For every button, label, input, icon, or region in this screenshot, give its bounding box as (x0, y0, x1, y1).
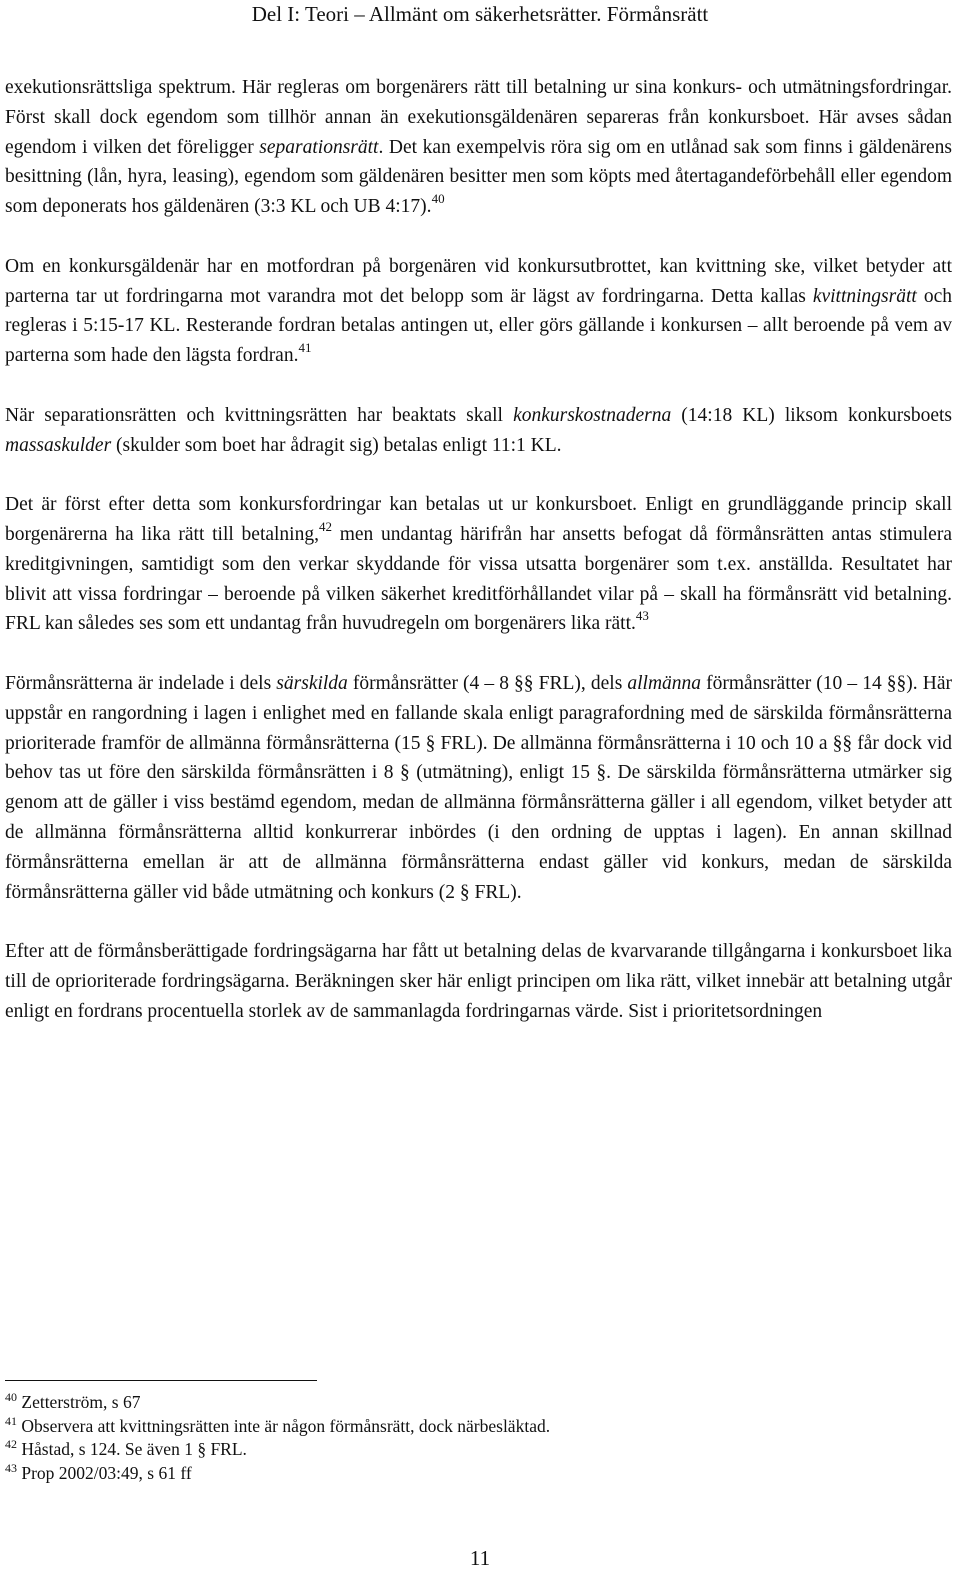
footnote-43 (5, 1462, 945, 1486)
footnote-text: Zetterström, s 67 (21, 1392, 141, 1412)
text-segment: förmånsrätter (10 – 14 §§). Här uppstår en rangordning i lagen i enlighet med en fallande skala enligt paragrafordning med de särskilda förmånsrätterna prioriterade framför de allmänna förmånsrätterna (15 § FRL). De allmänna förmånsrätterna i 10 och 10 a §§ får dock vid behov tas ut före den särskilda förmånsrätten i 8 § (utmätning), enligt 15 §. De särskilda förmånsrätterna utmärker sig genom att de gäller i viss bestämd egendom, medan de allmänna förmånsrätterna gäller i all egendom, vilket betyder att de allmänna förmånsrätterna alltid konkurrerar inbördes (i den ordning de upptas i lagen). En annan skillnad förmånsrätterna emellan är att de allmänna förmånsrätterna endast gäller vid konkurs, medan de särskilda förmånsrätterna gäller vid både utmätning och konkurs (2 § FRL). (5, 672, 952, 903)
paragraph-konkursfordringar (5, 490, 952, 639)
text-segment: (14:18 KL) liksom konkursboets (671, 404, 953, 426)
text-segment: (skulder som boet har ådragit sig) betalas enligt 11:1 KL. (111, 434, 562, 456)
paragraph-separationsratt (5, 73, 952, 222)
italic-term-separationsratt: separationsrätt (259, 136, 379, 158)
text-segment: förmånsrätter (4 – 8 §§ FRL), dels (347, 672, 628, 694)
paragraph-kvittningsratt (5, 252, 952, 371)
italic-term-massaskulder: massaskulder (5, 434, 112, 456)
italic-term-sarskilda: särskilda (276, 672, 348, 694)
italic-term-konkurskostnaderna: konkurskostnaderna (513, 404, 672, 426)
footnote-divider (5, 1380, 317, 1381)
footnote-number: 41 (5, 1413, 17, 1428)
paragraph-formansratter (5, 669, 952, 907)
footnote-number: 40 (5, 1390, 17, 1404)
footnote-text: Observera att kvittningsrätten inte är någon förmånsrätt, dock närbesläktad. (21, 1415, 551, 1436)
footnote-text: Prop 2002/03:49, s 61 ff (21, 1462, 192, 1483)
text-segment: När separationsrätten och kvittningsrätten har beaktats skall (5, 404, 514, 426)
footnote-41 (5, 1415, 945, 1439)
page-number: 11 (469, 1546, 491, 1570)
page-header: Del I: Teori – Allmänt om säkerhetsrätter. Förmånsrätt (251, 2, 709, 26)
text-segment: men undantag härifrån har ansetts befogat då förmånsrätten antas stimulera kreditgivningen, samtidigt som den verkar skyddande för vissa utsatta borgenärer som t.ex. anställda. Resultatet har blivit att vissa fordringar – beroende på vilken säkerhet kreditförhållandet vilar på – skall ha förmånsrätt vid betalning. FRL kan således ses som ett undantag från huvudregeln om borgenärers lika rätt. (5, 523, 952, 635)
footnote-number: 43 (5, 1460, 17, 1475)
footnote-ref-41[interactable]: 41 (298, 340, 312, 356)
footnote-40 (5, 1391, 945, 1415)
footnote-ref-42[interactable]: 42 (318, 518, 332, 534)
text-segment: . Det kan exempelvis röra sig om en utlånad sak som finns i gäldenärens besittning (lån, hyra, leasing), egendom som gäldenären besitter men som köpts med återtagandeförbehåll eller egendom som deponerats hos gäldenären (3:3 KL och UB 4:17). (5, 136, 952, 218)
text-segment: Om en konkursgäldenär har en motfordran på borgenären vid konkursutbrottet, kan kvittning ske, vilket betyder att parterna tar ut fordringarna mot varandra mot det belopp som är lägst av fordringarna. Detta kallas (5, 255, 952, 307)
text-segment: Det är först efter detta som konkursfordringar kan betalas ut ur konkursboet. Enligt en grundläggande princip skall borgenärerna ha lika rätt till betalning, (5, 494, 952, 545)
italic-term-kvittningsratt: kvittningsrätt (812, 285, 917, 307)
body-text (5, 73, 952, 1027)
footnote-42 (5, 1438, 945, 1462)
footnote-number: 42 (5, 1437, 17, 1451)
paragraph-oprioriterade (5, 937, 952, 1026)
footnote-ref-43[interactable]: 43 (635, 608, 649, 624)
text-segment: Förmånsrätterna är indelade i dels (5, 672, 277, 694)
text-segment: och regleras i 5:15-17 KL. Resterande fordran betalas antingen ut, eller görs gällande i konkursen – allt beroende på vem av parterna som hade den lägsta fordran. (5, 285, 952, 367)
text-segment: Efter att de förmånsberättigade fordringsägarna har fått ut betalning delas de kvarvarande tillgångarna i konkursboet lika till de oprioriterade fordringsägarna. Beräkningen sker här enligt principen om lika rätt, vilket innebär att betalning utgår enligt en fordrans procentuella storlek av de sammanlagda fordringarnas värde. Sist i prioritetsordningen (5, 941, 952, 1022)
paragraph-konkurskostnader (5, 401, 952, 461)
italic-term-allmanna: allmänna (627, 672, 702, 694)
text-segment: exekutionsrättsliga spektrum. Här regleras om borgenärers rätt till betalning ur sina konkurs- och utmätningsfordringar. Först skall dock egendom som tillhör annan än exekutionsgäldenären separeras från konkursboet. Här avses sådan egendom i vilken det föreligger (5, 77, 952, 158)
footnotes (5, 1391, 945, 1485)
footnote-ref-40[interactable]: 40 (431, 191, 445, 207)
footnote-text: Håstad, s 124. Se även 1 § FRL. (21, 1439, 247, 1459)
